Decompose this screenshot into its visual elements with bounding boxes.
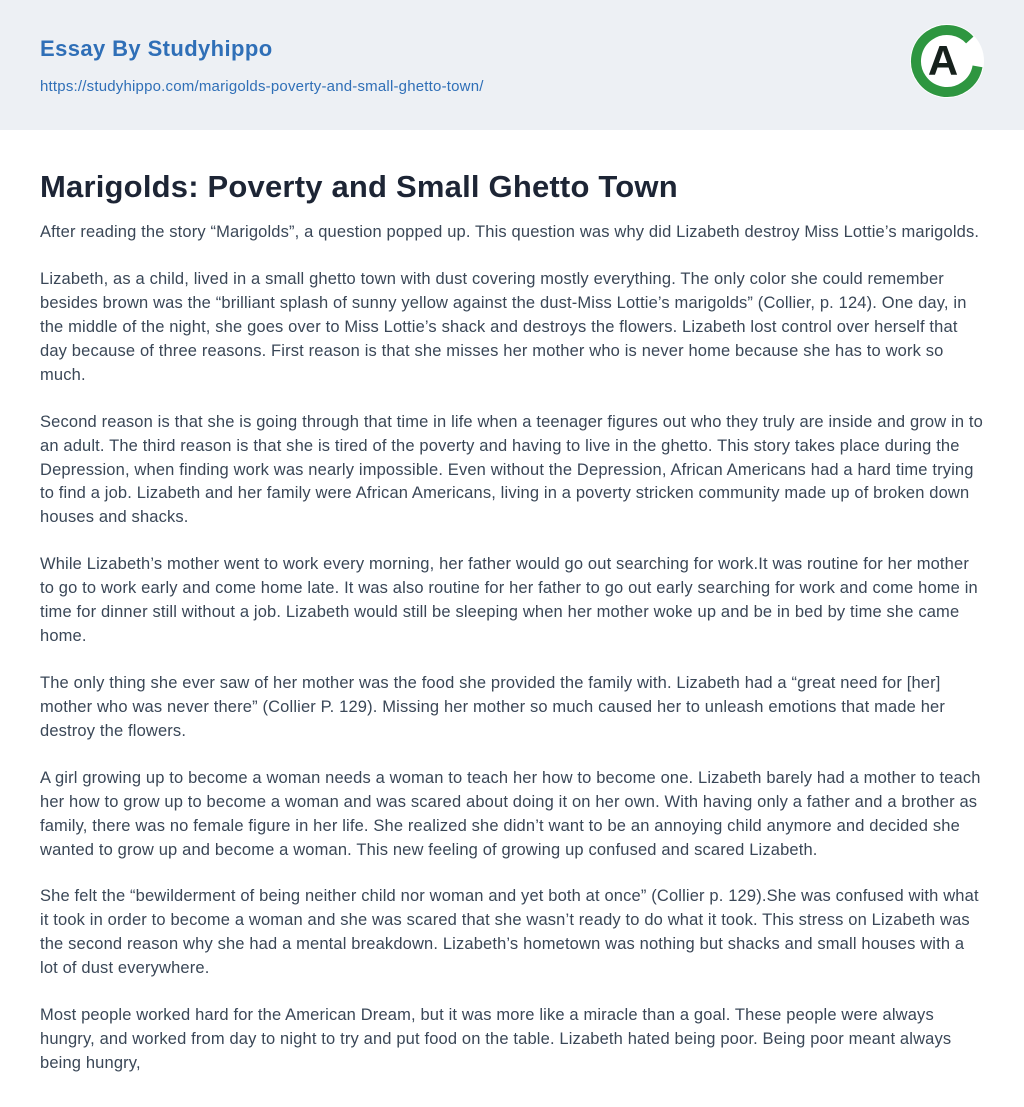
essay-paragraph: A girl growing up to become a woman needs a woman to teach her how to become one. Lizabeth barely had a mother to teach her how to grow up to become a woman and was scared about doing it on her own. With having only a father and a brother as family, there was no female figure in her life. She realized she didn’t want to be an annoying child anymore and decided she wanted to grow up and become a woman. This new feeling of growing up confused and scared Lizabeth.: [40, 768, 981, 859]
source-url-link[interactable]: https://studyhippo.com/marigolds-poverty-and-small-ghetto-town/: [40, 78, 484, 95]
essay-paragraph: After reading the story “Marigolds”, a question popped up. This question was why did Lizabeth destroy Miss Lottie’s marigolds.: [40, 223, 980, 242]
article-content: [0, 130, 1024, 1076]
essay-paragraph: While Lizabeth’s mother went to work every morning, her father would go out searching for work.It was routine for her mother to go to work early and come home late. It was also routine for her father to go out early searching for work and come home in time for dinner still without a job. Lizabeth would still be sleeping when her mother woke up and be in bed by time she came home.: [40, 555, 978, 646]
essay-paragraph: The only thing she ever saw of her mother was the food she provided the family with. Lizabeth had a “great need for [her] mother who was never there” (Collier P. 129). Missing her mother so much caused her to unleash emotions that made her destroy the flowers.: [40, 674, 946, 740]
article-title: Marigolds: Poverty and Small Ghetto Town: [40, 169, 678, 204]
studyhippo-logo-icon: [910, 24, 984, 98]
site-title: Essay By Studyhippo: [40, 36, 273, 61]
page-header: [0, 0, 1024, 130]
logo-letter: A: [927, 37, 959, 84]
essay-paragraph: She felt the “bewilderment of being neither child nor woman and yet both at once” (Collier p. 129).She was confused with what it took in order to become a woman and she was scared that she wasn’t ready to do what it took. This stress on Lizabeth was the second reason why she had a mental breakdown. Lizabeth’s hometown was nothing but shacks and small houses with a lot of dust everywhere.: [40, 887, 979, 978]
essay-paragraph: Most people worked hard for the American Dream, but it was more like a miracle than a goal. These people were always hungry, and worked from day to night to try and put food on the table. Lizabeth hated being poor. Being poor meant always being hungry,: [40, 1006, 952, 1072]
essay-body: [40, 221, 984, 1076]
essay-paragraph: Second reason is that she is going through that time in life when a teenager figures out who they truly are inside and grow in to an adult. The third reason is that she is tired of the poverty and having to live in the ghetto. This story takes place during the Depression, when finding work was nearly impossible. Even without the Depression, African Americans had a hard time trying to find a job. Lizabeth and her family were African Americans, living in a poverty stricken community made up of broken down houses and shacks.: [40, 412, 983, 527]
essay-paragraph: Lizabeth, as a child, lived in a small ghetto town with dust covering mostly everything. The only color she could remember besides brown was the “brilliant splash of sunny yellow against the dust-Miss Lottie’s marigolds” (Collier, p. 124). One day, in the middle of the night, she goes over to Miss Lottie’s shack and destroys the flowers. Lizabeth lost control over herself that day because of three reasons. First reason is that she misses her mother who is never home because she has to work so much.: [40, 270, 967, 384]
